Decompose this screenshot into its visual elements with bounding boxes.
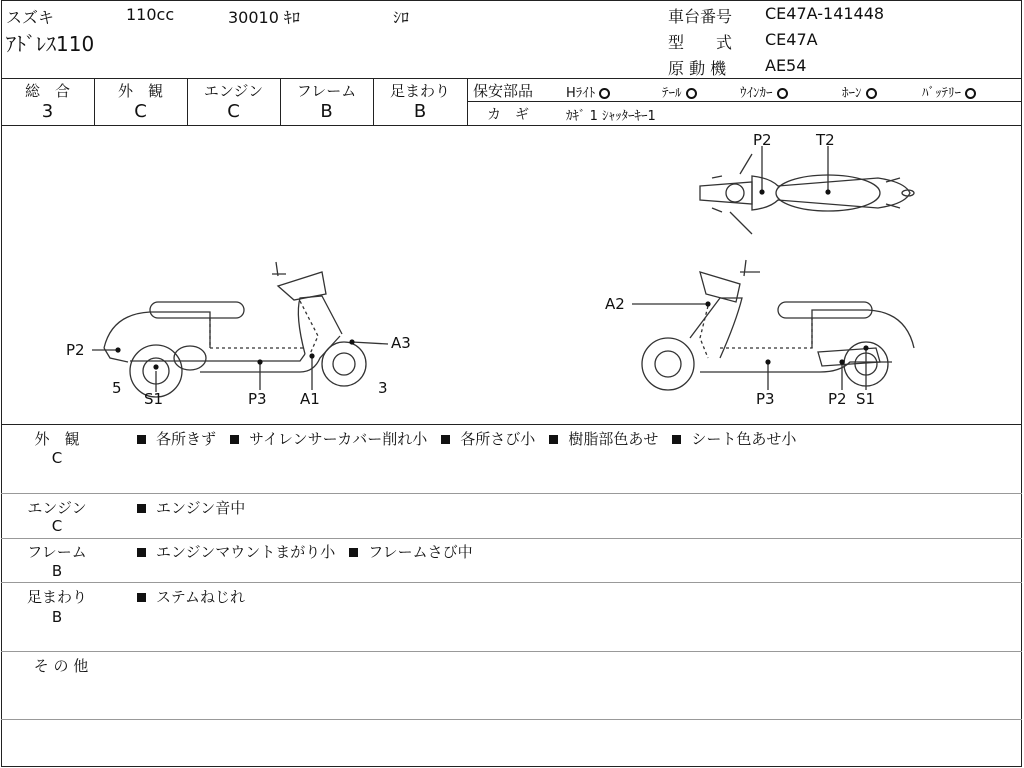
scooter-top-view [700, 154, 914, 234]
bullet-square-icon [672, 435, 681, 444]
model-name: ｱﾄﾞﾚｽ110 [6, 32, 95, 56]
type-label: 型 式 [668, 33, 733, 52]
section-other-label: そ の 他 [33, 657, 89, 675]
divider-section [1, 719, 1022, 720]
label-left-p3: P3 [248, 390, 267, 408]
grade-frame-value: B [320, 101, 333, 122]
note-item: サイレンサーカバー削れ小 [249, 430, 428, 448]
bullet-square-icon [137, 435, 146, 444]
divider-section [1, 538, 1022, 539]
grade-exterior-value: C [134, 101, 147, 122]
ok-circle-icon [686, 88, 697, 99]
maker: スズキ [6, 8, 55, 27]
section-frame-notes [137, 541, 487, 562]
bullet-square-icon [137, 593, 146, 602]
section-suspension-grade: B [51, 608, 63, 626]
damage-diagram [0, 126, 1024, 424]
part-headlight-label: Hﾗｲﾄ [566, 86, 596, 101]
note-item: 各所さび小 [460, 430, 536, 448]
part-battery-label: ﾊﾞｯﾃﾘｰ [922, 86, 961, 101]
section-suspension-notes [137, 586, 259, 607]
ok-circle-icon [965, 88, 976, 99]
divider-section [1, 582, 1022, 583]
scooter-left-view [104, 262, 366, 397]
note-item: フレームさび中 [368, 543, 473, 561]
divider-header [1, 78, 1022, 79]
part-horn-label: ﾎｰﾝ [842, 86, 862, 101]
key-value: ｶｷﾞ 1 ｼｬｯﾀｰｷｰ1 [566, 109, 656, 124]
part-winker [740, 82, 788, 101]
grade-engine-value: C [227, 101, 240, 122]
mileage: 30010 ｷﾛ [228, 8, 300, 27]
bullet-square-icon [137, 504, 146, 513]
label-right-a2: A2 [605, 295, 625, 313]
ok-circle-icon [777, 88, 788, 99]
divider-section [1, 493, 1022, 494]
divider-parts [467, 101, 1022, 102]
leader-lines [92, 146, 866, 392]
section-frame-grade: B [51, 562, 63, 580]
label-top-t2: T2 [816, 131, 835, 149]
label-right-s1: S1 [856, 390, 876, 408]
part-winker-label: ｳｲﾝｶｰ [740, 86, 773, 101]
part-taillight-label: ﾃｰﾙ [662, 86, 682, 101]
label-top-p2: P2 [753, 131, 772, 149]
key-label: カ ギ [487, 107, 529, 123]
grade-exterior-label: 外 観 [117, 82, 163, 100]
label-left-3: 3 [378, 379, 388, 397]
label-left-a1: A1 [300, 390, 320, 408]
ok-circle-icon [599, 88, 610, 99]
bullet-square-icon [549, 435, 558, 444]
grade-total-label: 総 合 [24, 82, 70, 100]
ok-circle-icon [866, 88, 877, 99]
grade-suspension-value: B [413, 101, 427, 122]
color: ｼﾛ [393, 8, 410, 27]
label-right-p3: P3 [756, 390, 775, 408]
section-exterior-label: 外 観 [34, 430, 80, 448]
grade-frame-label: フレーム [296, 82, 357, 100]
divider-section [1, 651, 1022, 652]
note-item: 各所きず [156, 430, 217, 448]
bullet-square-icon [230, 435, 239, 444]
section-engine-grade: C [51, 517, 63, 535]
part-headlight [566, 82, 610, 101]
part-horn [842, 82, 877, 101]
part-taillight [662, 82, 697, 101]
bullet-square-icon [137, 548, 146, 557]
note-item: ステムねじれ [156, 588, 245, 606]
label-left-s1: S1 [144, 390, 164, 408]
section-suspension-label: 足まわり [26, 588, 87, 606]
grade-total-value: 3 [41, 101, 54, 122]
engine-value: AE54 [765, 56, 807, 75]
parts-label: 保安部品 [473, 82, 534, 100]
note-item: エンジン音中 [156, 499, 246, 517]
label-left-5: 5 [112, 379, 122, 397]
type-value: CE47A [765, 30, 818, 49]
engine-label: 原 動 機 [668, 59, 727, 78]
displacement: 110cc [126, 5, 175, 24]
bullet-square-icon [441, 435, 450, 444]
section-exterior-notes [137, 428, 810, 449]
section-frame-label: フレーム [27, 543, 87, 561]
note-item: 樹脂部色あせ [568, 430, 659, 448]
grade-divider [467, 78, 468, 125]
section-exterior-grade: C [51, 449, 63, 467]
section-engine-label: エンジン [27, 499, 87, 517]
divider-notes [1, 424, 1022, 425]
grade-suspension-label: 足まわり [389, 82, 450, 100]
section-engine-notes [137, 497, 259, 518]
scooter-right-view [642, 260, 914, 390]
label-left-a3: A3 [391, 334, 411, 352]
label-right-p2: P2 [828, 390, 847, 408]
label-left-p2: P2 [66, 341, 85, 359]
damage-markers [115, 189, 868, 369]
note-item: シート色あせ小 [691, 430, 797, 448]
frame-no-label: 車台番号 [668, 7, 733, 26]
bullet-square-icon [349, 548, 358, 557]
note-item: エンジンマウントまがり小 [156, 543, 336, 561]
frame-no: CE47A-141448 [765, 4, 885, 23]
grade-engine-label: エンジン [203, 82, 264, 100]
part-battery [922, 82, 976, 101]
